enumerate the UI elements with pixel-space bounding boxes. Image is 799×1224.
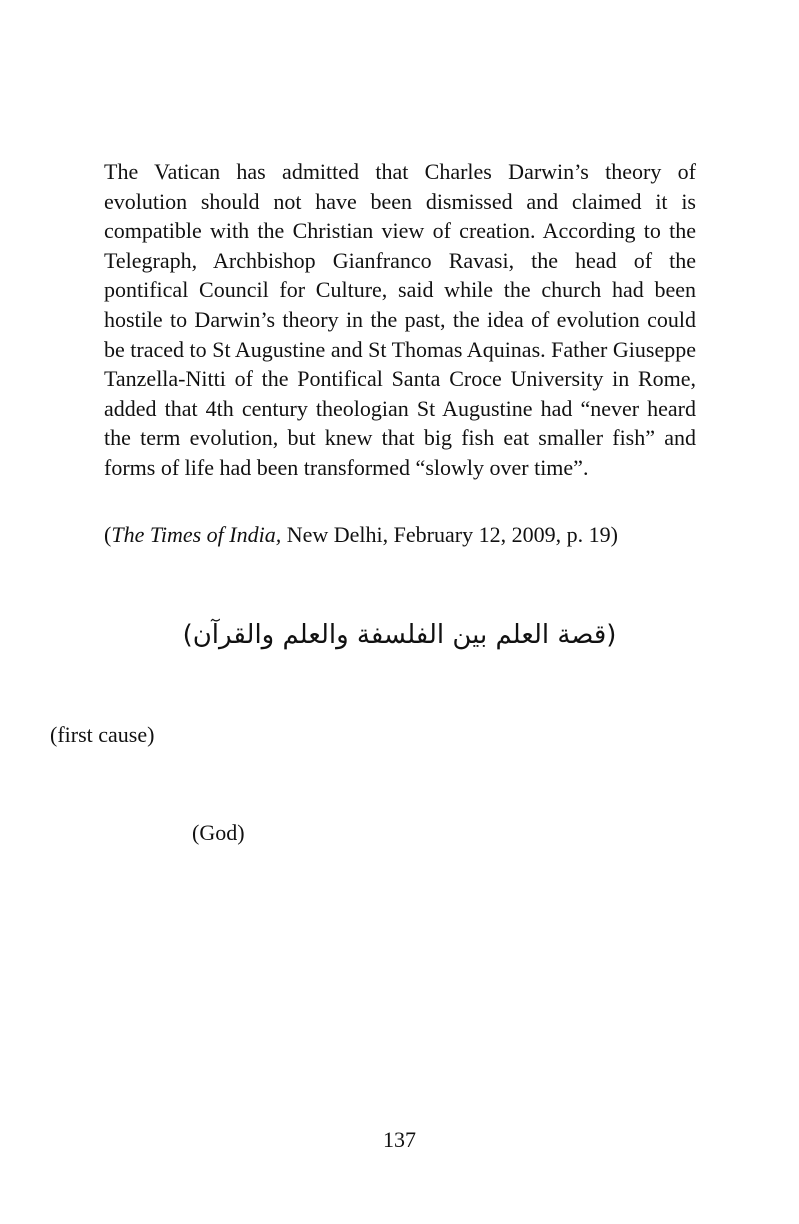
citation-source: The Times of India, <box>111 522 282 547</box>
quoted-news-paragraph: The Vatican has admitted that Charles Darwin’s theory of evolution should not have been dismissed and claimed it is compatible with the Christian view of creation. According to the Telegraph, Archbishop Gianfranco Ravasi, the head of the pontifical Council for Culture, said while the church had been hostile to Darwin’s theory in the past, the idea of evolution could be traced to St Augustine and St Thomas Aquinas. Father Giuseppe Tanzella-Nitti of the Pontifical Santa Croce University in Rome, added that 4th century theologian St Augustine had “never heard the term evolution, but knew that big fish eat smaller fish” and forms of life had been transformed “slowly over time”. <box>104 159 696 480</box>
first-cause-fragment: (first cause) <box>50 722 155 747</box>
arabic-book-title <box>0 615 799 655</box>
citation-details: New Delhi, February 12, 2009, p. 19) <box>281 522 618 547</box>
citation <box>104 520 704 550</box>
page-number: 137 <box>383 1127 416 1152</box>
god-fragment: (God) <box>192 820 245 845</box>
citation-open-paren: ( <box>104 522 112 547</box>
arabic-book-title-text: (قصة العلم بين الفلسفة والعلم والقرآن) <box>182 620 617 650</box>
